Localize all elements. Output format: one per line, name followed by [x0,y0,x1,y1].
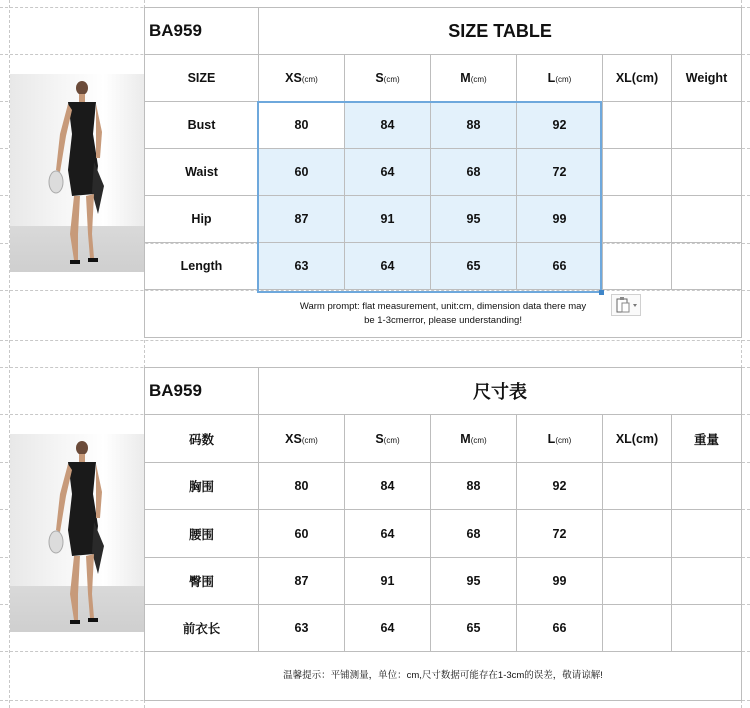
header-s: S(cm) [345,55,431,102]
cell-weight[interactable] [672,510,742,558]
row-label: Hip [145,196,259,243]
cell-xs[interactable]: 63 [259,243,345,290]
cell-m[interactable]: 95 [431,196,517,243]
row-label: Bust [145,102,259,149]
cell-m[interactable]: 88 [431,463,517,510]
cell-xs[interactable]: 80 [259,463,345,510]
cell-l[interactable]: 72 [517,510,603,558]
product-code: BA959 [145,368,259,415]
header-m: M(cm) [431,55,517,102]
header-weight: 重量 [672,415,742,463]
header-weight: Weight [672,55,742,102]
cell-s[interactable]: 64 [345,243,431,290]
cell-s[interactable]: 64 [345,149,431,196]
row-label: Waist [145,149,259,196]
cell-xs[interactable]: 60 [259,149,345,196]
fill-handle[interactable] [599,290,604,295]
cell-s[interactable]: 64 [345,605,431,652]
model-figure-icon [10,74,144,272]
product-code: BA959 [145,8,259,55]
cell-l[interactable]: 92 [517,102,603,149]
cell-l[interactable]: 66 [517,243,603,290]
paste-options-button[interactable] [611,294,641,316]
cell-l[interactable]: 99 [517,196,603,243]
table-row [145,605,742,652]
table-title: 尺寸表 [259,368,742,415]
warm-prompt: 温馨提示：平铺测量，单位：cm,尺寸数据可能存在1-3cm的误差，敬请谅解! [145,652,742,701]
cell-xl[interactable] [603,149,672,196]
cell-s[interactable]: 64 [345,510,431,558]
table-row [145,149,742,196]
cell-s[interactable]: 91 [345,558,431,605]
header-l: L(cm) [517,55,603,102]
size-table-chinese [144,367,742,701]
cell-m[interactable]: 68 [431,510,517,558]
header-m: M(cm) [431,415,517,463]
cell-xl[interactable] [603,558,672,605]
model-figure-icon [10,434,144,632]
row-label: 腰围 [145,510,259,558]
table-row [145,463,742,510]
cell-m[interactable]: 68 [431,149,517,196]
cell-xl[interactable] [603,196,672,243]
cell-xl[interactable] [603,463,672,510]
header-xs: XS(cm) [259,415,345,463]
cell-xl[interactable] [603,102,672,149]
cell-s[interactable]: 84 [345,463,431,510]
table-row [145,102,742,149]
cell-weight[interactable] [672,149,742,196]
header-xl: XL(cm) [603,415,672,463]
cell-l[interactable]: 72 [517,149,603,196]
header-l: L(cm) [517,415,603,463]
header-xl: XL(cm) [603,55,672,102]
row-label: 前衣长 [145,605,259,652]
cell-xl[interactable] [603,510,672,558]
header-xs: XS(cm) [259,55,345,102]
header-s: S(cm) [345,415,431,463]
row-label: Length [145,243,259,290]
cell-weight[interactable] [672,463,742,510]
clipboard-icon [612,295,642,317]
table-row [145,243,742,290]
cell-xl[interactable] [603,243,672,290]
cell-xs[interactable]: 87 [259,196,345,243]
table-title: SIZE TABLE [259,8,742,55]
cell-m[interactable]: 95 [431,558,517,605]
cell-weight[interactable] [672,558,742,605]
header-size: 码数 [145,415,259,463]
cell-m[interactable]: 65 [431,605,517,652]
cell-m[interactable]: 88 [431,102,517,149]
row-label: 臀围 [145,558,259,605]
cell-xl[interactable] [603,605,672,652]
cell-xs[interactable]: 80 [259,102,345,149]
cell-l[interactable]: 66 [517,605,603,652]
header-size: SIZE [145,55,259,102]
table-row [145,196,742,243]
cell-weight[interactable] [672,102,742,149]
warm-prompt: Warm prompt: flat measurement, unit:cm, dimension data there may be 1-3cmerror, please understanding! [145,290,742,338]
cell-weight[interactable] [672,196,742,243]
product-photo[interactable] [10,74,144,272]
table-row [145,558,742,605]
product-photo[interactable] [10,434,144,632]
row-label: 胸围 [145,463,259,510]
cell-weight[interactable] [672,243,742,290]
cell-m[interactable]: 65 [431,243,517,290]
size-table-english [144,7,742,338]
cell-xs[interactable]: 60 [259,510,345,558]
table-row [145,510,742,558]
cell-l[interactable]: 92 [517,463,603,510]
cell-xs[interactable]: 63 [259,605,345,652]
cell-l[interactable]: 99 [517,558,603,605]
cell-s[interactable]: 91 [345,196,431,243]
cell-xs[interactable]: 87 [259,558,345,605]
cell-weight[interactable] [672,605,742,652]
cell-s[interactable]: 84 [345,102,431,149]
